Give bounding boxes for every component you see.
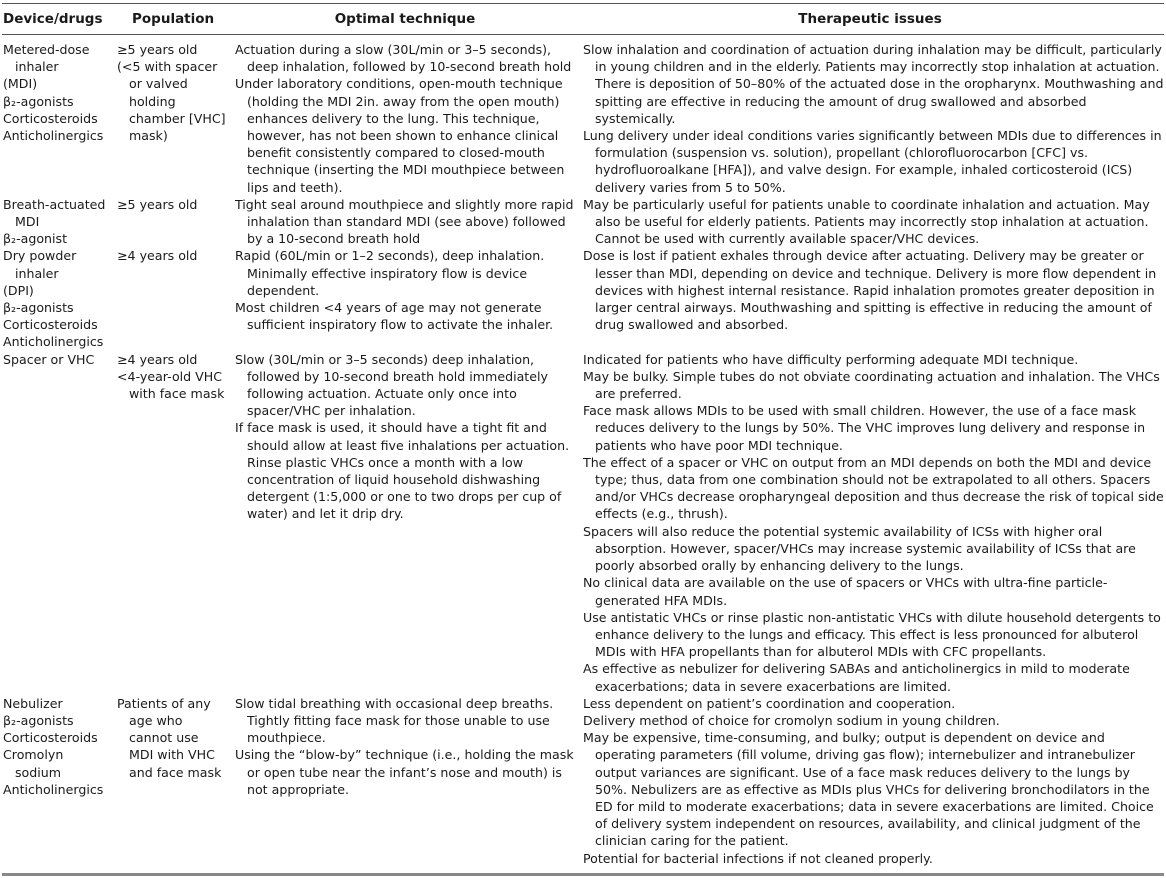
paragraph: Slow (30L/min or 3–5 seconds) deep inhalation, followed by 10-second breath hold immediately following actuation. Actuate only once into spacer/VHC per inhalation. xyxy=(235,351,548,419)
cell-line: Corticosteroids xyxy=(3,317,98,333)
cell-line: Metered-dose xyxy=(3,42,90,57)
device-cell xyxy=(2,351,117,695)
cell-line: inhaler xyxy=(15,59,59,75)
cell-line: ≥4 years old xyxy=(117,248,198,264)
technique-cell xyxy=(235,247,583,350)
cell-line: or valved xyxy=(129,76,188,92)
cell-line: Dry powder xyxy=(3,248,77,264)
paragraph: Dose is lost if patient exhales through device after actuating. Delivery may be greater or lesser than MDI, depending on device and technique. Delivery is more flow dependent in devices with highest internal resistance. Rapid inhalation promotes greater deposition in larger central airways. Mouthwashing and spitting is effective in reducing the amount of drug swallowed and absorbed. xyxy=(583,248,1157,333)
paragraph: May be expensive, time-consuming, and bulky; output is dependent on device and operating parameters (fill volume, driving gas flow); internebulizer and intranebulizer output variances are significant. Use of a face mask reduces delivery to the lungs by 50%. Nebulizers are as effective as MDIs plus VHCs for delivering bronchodilators in the ED for mild to moderate exacerbations; data in severe exacerbations are limited. Choice of delivery system independent on resources, availability, and clinical judgment of the clinician caring for the patient. xyxy=(583,730,1154,849)
cell-line: β₂-agonists xyxy=(3,300,74,316)
technique-cell xyxy=(235,196,583,248)
paragraph: Less dependent on patient’s coordination and cooperation. xyxy=(583,695,956,711)
cell-line: ≥4 years old xyxy=(117,351,198,367)
cell-line: (<5 with spacer xyxy=(117,59,218,75)
cell-line: Corticosteroids xyxy=(3,730,98,746)
cell-line: Anticholinergics xyxy=(3,334,104,350)
paragraph: Using the “blow-by” technique (i.e., holding the mask or open tube near the infant’s nose and mouth) is not appropriate. xyxy=(235,747,574,797)
cell-line: mask) xyxy=(129,128,168,144)
paragraph: Most children <4 years of age may not generate sufficient inspiratory flow to activate the inhaler. xyxy=(235,300,554,333)
population-cell xyxy=(117,351,235,695)
header-population: Population xyxy=(132,11,215,27)
cell-line: Breath-actuated xyxy=(3,196,106,212)
paragraph: The effect of a spacer or VHC on output from an MDI depends on both the MDI and device type; thus, data from one combination should not be extrapolated to all others. Spacers and/or VHCs decrease oropharyngeal deposition and thus decrease the risk of topical side effects (e.g., thrush). xyxy=(583,454,1164,522)
paragraph: Slow tidal breathing with occasional deep breaths. Tightly fitting face mask for those unable to use mouthpiece. xyxy=(235,695,554,746)
cell-line: β₂-agonists xyxy=(3,712,74,728)
technique-cell xyxy=(235,351,583,695)
table-row xyxy=(2,41,1164,196)
population-cell xyxy=(117,41,235,196)
paragraph: Under laboratory conditions, open-mouth technique (holding the MDI 2in. away from the open mouth) enhances delivery to the lung. This technique, however, has not been shown to enhance clinical benefit consistently compared to closed-mouth technique (inserting the MDI mouthpiece between lips and teeth). xyxy=(235,76,565,195)
cell-line: <4-year-old VHC xyxy=(117,368,223,384)
cell-line: sodium xyxy=(15,764,62,780)
population-cell xyxy=(117,196,235,248)
issues-cell xyxy=(583,41,1164,196)
paragraph: Spacers will also reduce the potential systemic availability of ICSs with higher oral absorption. However, spacer/VHCs may increase systemic availability of ICSs that are poorly absorbed orally by enhancing delivery to the lungs. xyxy=(583,523,1136,574)
cell-line: β₂-agonist xyxy=(3,231,68,247)
cell-line: (MDI) xyxy=(3,76,38,92)
cell-line: MDI with VHC xyxy=(129,747,215,763)
issues-cell xyxy=(583,695,1164,867)
cell-line: Anticholinergics xyxy=(3,128,104,144)
issues-cell xyxy=(583,247,1164,350)
paragraph: Face mask allows MDIs to be used with small children. However, the use of a face mask reduces delivery to the lungs by 50%. The VHC improves lung delivery and response in patients who have poor MDI technique. xyxy=(583,403,1146,453)
issues-cell xyxy=(583,196,1164,248)
paragraph: Potential for bacterial infections if not cleaned properly. xyxy=(583,850,933,866)
table-body xyxy=(2,35,1164,873)
paragraph: No clinical data are available on the use of spacers or VHCs with ultra-fine particle-generated HFA MDIs. xyxy=(583,575,1108,608)
cell-line: Nebulizer xyxy=(3,695,63,711)
cell-line: ≥5 years old xyxy=(117,196,198,212)
table-row xyxy=(2,695,1164,867)
table-row xyxy=(2,196,1164,248)
technique-cell xyxy=(235,41,583,196)
device-cell xyxy=(2,41,117,196)
cell-line: (DPI) xyxy=(3,282,34,298)
cell-line: inhaler xyxy=(15,265,59,281)
cell-line: MDI xyxy=(15,214,40,230)
paragraph: Indicated for patients who have difficulty performing adequate MDI technique. xyxy=(583,351,1079,367)
header-optimal-technique: Optimal technique xyxy=(334,11,476,27)
paragraph: Rapid (60L/min or 1–2 seconds), deep inhalation. Minimally effective inspiratory flow is device dependent. xyxy=(235,248,545,298)
header-device-drugs: Device/drugs xyxy=(3,11,103,27)
population-cell xyxy=(117,695,235,867)
paragraph: As effective as nebulizer for delivering SABAs and anticholinergics in mild to moderate exacerbations; data in severe exacerbations are limited. xyxy=(583,661,1130,694)
technique-cell xyxy=(235,695,583,867)
cell-line: with face mask xyxy=(129,386,225,402)
table-header xyxy=(2,4,1164,35)
cell-line: holding xyxy=(129,93,176,109)
cell-line: age who xyxy=(129,712,183,728)
paragraph: May be particularly useful for patients unable to coordinate inhalation and actuation. May also be useful for elderly patients. Patients may incorrectly stop inhalation at actuation. Cannot be used with currently available spacer/VHC devices. xyxy=(583,196,1150,247)
issues-cell xyxy=(583,351,1164,695)
cell-line: Corticosteroids xyxy=(3,110,98,126)
device-cell xyxy=(2,695,117,867)
paragraph: Lung delivery under ideal conditions varies significantly between MDIs due to differences in formulation (suspension vs. solution), propellant (chlorofluorocarbon [CFC] vs. hydrofluoroalkane [HFA]), and valve design. For example, inhaled corticosteroid (ICS) delivery varies from 5 to 50%. xyxy=(583,128,1162,195)
cell-line: and face mask xyxy=(129,764,222,780)
paragraph: Delivery method of choice for cromolyn sodium in young children. xyxy=(583,712,1000,728)
header-therapeutic-issues: Therapeutic issues xyxy=(798,11,942,27)
paragraph: Actuation during a slow (30L/min or 3–5 seconds), deep inhalation, followed by 10-second breath hold xyxy=(235,42,572,75)
device-cell xyxy=(2,196,117,248)
cell-line: chamber [VHC] xyxy=(129,110,226,126)
paragraph: If face mask is used, it should have a tight fit and should allow at least five inhalations per actuation. Rinse plastic VHCs once a month with a low concentration of liquid household dishwashing detergent (1:5,000 or one to two drops per cup of water) and let it drip dry. xyxy=(235,420,570,522)
cell-line: ≥5 years old xyxy=(117,42,198,57)
cell-line: Anticholinergics xyxy=(3,781,104,797)
cell-line: Spacer or VHC xyxy=(3,351,95,367)
population-cell xyxy=(117,247,235,350)
cell-line: β₂-agonists xyxy=(3,93,74,109)
cell-line: cannot use xyxy=(129,730,199,746)
paragraph: Tight seal around mouthpiece and slightly more rapid inhalation than standard MDI (see above) followed by a 10-second breath hold xyxy=(235,196,574,247)
inhaler-devices-table xyxy=(2,3,1164,876)
table-row xyxy=(2,351,1164,695)
device-cell xyxy=(2,247,117,350)
cell-line: Patients of any xyxy=(117,695,211,711)
table-row xyxy=(2,247,1164,350)
paragraph: May be bulky. Simple tubes do not obviate coordinating actuation and inhalation. The VHCs are preferred. xyxy=(583,368,1160,402)
paragraph: Use antistatic VHCs or rinse plastic non-antistatic VHCs with dilute household detergents to enhance delivery to the lungs and efficacy. This effect is less pronounced for albuterol MDIs with HFA propellants than for albuterol MDIs with CFC propellants. xyxy=(583,609,1161,660)
paragraph: Slow inhalation and coordination of actuation during inhalation may be difficult, particularly in young children and in the elderly. Patients may incorrectly stop inhalation at actuation. There is deposition of 50–80% of the actuated dose in the oropharynx. Mouthwashing and spitting are effective in reducing the amount of drug swallowed and absorbed systemically. xyxy=(583,42,1164,126)
cell-line: Cromolyn xyxy=(3,747,64,763)
